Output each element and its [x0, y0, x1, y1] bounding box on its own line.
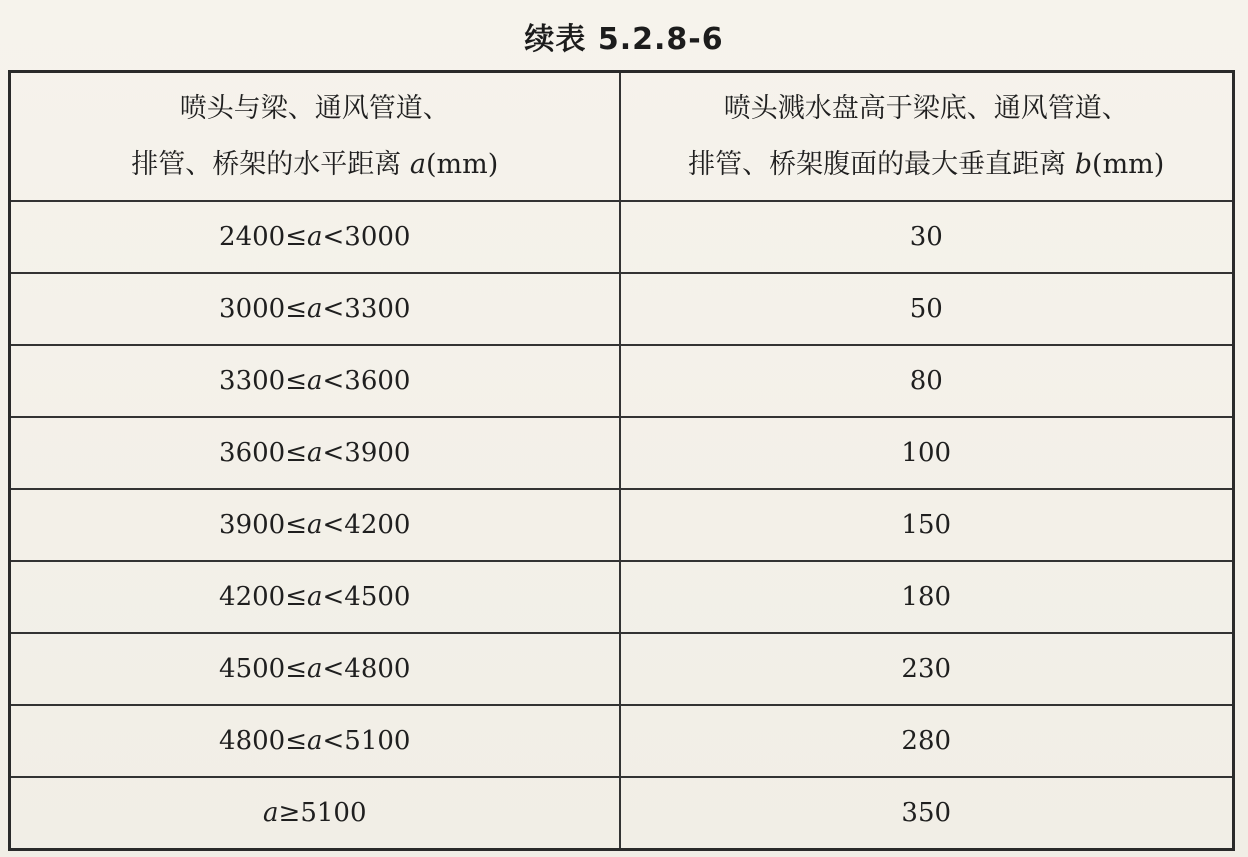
range-lower-bound: 4800≤: [219, 726, 307, 756]
range-variable: a: [306, 222, 323, 252]
range-expression: [219, 582, 410, 612]
range-variable: a: [263, 798, 279, 828]
header-col1-line1: 喷头与梁、通风管道、: [179, 92, 450, 124]
range-expression: [219, 726, 410, 756]
range-lower-bound: 3900≤: [219, 510, 307, 540]
range-upper-bound: <3000: [322, 222, 411, 252]
range-variable: a: [306, 438, 323, 468]
vertical-distance-cell: 230: [620, 633, 1234, 705]
range-lower-bound: 3600≤: [219, 438, 307, 468]
table-row: [10, 345, 1234, 417]
horizontal-distance-cell: [10, 705, 620, 777]
header-col1-variable: a: [409, 148, 426, 180]
vertical-distance-cell: 80: [620, 345, 1234, 417]
range-lower-bound: 4500≤: [219, 654, 307, 684]
range-upper-bound: ≥5100: [278, 798, 367, 828]
horizontal-distance-cell: [10, 417, 620, 489]
header-col1-line2-prefix: 排管、桥架的水平距离: [131, 148, 410, 180]
range-expression: [219, 366, 410, 396]
horizontal-distance-cell: [10, 633, 620, 705]
range-expression: [219, 654, 410, 684]
header-col2-variable: b: [1074, 148, 1093, 180]
range-lower-bound: 3300≤: [219, 366, 307, 396]
range-upper-bound: <4200: [322, 510, 411, 540]
table-row: [10, 777, 1234, 850]
horizontal-distance-cell: [10, 345, 620, 417]
range-lower-bound: 3000≤: [219, 294, 307, 324]
range-expression: [219, 438, 410, 468]
table-row: [10, 705, 1234, 777]
range-variable: a: [306, 510, 323, 540]
range-expression: [219, 510, 410, 540]
table-row: [10, 273, 1234, 345]
vertical-distance-cell: 350: [620, 777, 1234, 850]
vertical-distance-cell: 280: [620, 705, 1234, 777]
header-col2-line2: [621, 137, 1233, 193]
header-vertical-distance: [620, 72, 1234, 202]
range-expression: [219, 294, 410, 324]
header-col2-line1: 喷头溅水盘高于梁底、通风管道、: [723, 92, 1129, 124]
range-variable: a: [306, 654, 323, 684]
horizontal-distance-cell: [10, 201, 620, 273]
range-upper-bound: <4800: [322, 654, 411, 684]
header-col2-line2-prefix: 排管、桥架腹面的最大垂直距离: [688, 148, 1075, 180]
horizontal-distance-cell: [10, 777, 620, 850]
horizontal-distance-cell: [10, 561, 620, 633]
table-row: [10, 561, 1234, 633]
range-variable: a: [306, 726, 323, 756]
vertical-distance-cell: 50: [620, 273, 1234, 345]
horizontal-distance-cell: [10, 273, 620, 345]
range-expression: [263, 798, 366, 828]
range-variable: a: [306, 582, 323, 612]
vertical-distance-cell: 100: [620, 417, 1234, 489]
range-expression: [219, 222, 410, 252]
table-row: [10, 201, 1234, 273]
range-upper-bound: <4500: [322, 582, 411, 612]
header-col1-unit: (mm): [425, 148, 499, 180]
table-row: [10, 417, 1234, 489]
range-variable: a: [306, 366, 323, 396]
header-col1-line2: [11, 137, 619, 193]
table-row: [10, 489, 1234, 561]
range-variable: a: [306, 294, 323, 324]
header-col2-unit: (mm): [1092, 148, 1165, 180]
range-lower-bound: 4200≤: [219, 582, 307, 612]
horizontal-distance-cell: [10, 489, 620, 561]
range-upper-bound: <3600: [322, 366, 411, 396]
range-upper-bound: <3900: [322, 438, 411, 468]
range-upper-bound: <5100: [322, 726, 411, 756]
header-horizontal-distance: [10, 72, 620, 202]
vertical-distance-cell: 180: [620, 561, 1234, 633]
range-lower-bound: 2400≤: [219, 222, 307, 252]
table-header-row: [10, 72, 1234, 202]
vertical-distance-cell: 30: [620, 201, 1234, 273]
spacing-table: [8, 70, 1235, 851]
table-title: 续表 5.2.8-6: [524, 22, 724, 57]
vertical-distance-cell: 150: [620, 489, 1234, 561]
table-body: [10, 201, 1234, 850]
range-upper-bound: <3300: [322, 294, 411, 324]
table-row: [10, 633, 1234, 705]
